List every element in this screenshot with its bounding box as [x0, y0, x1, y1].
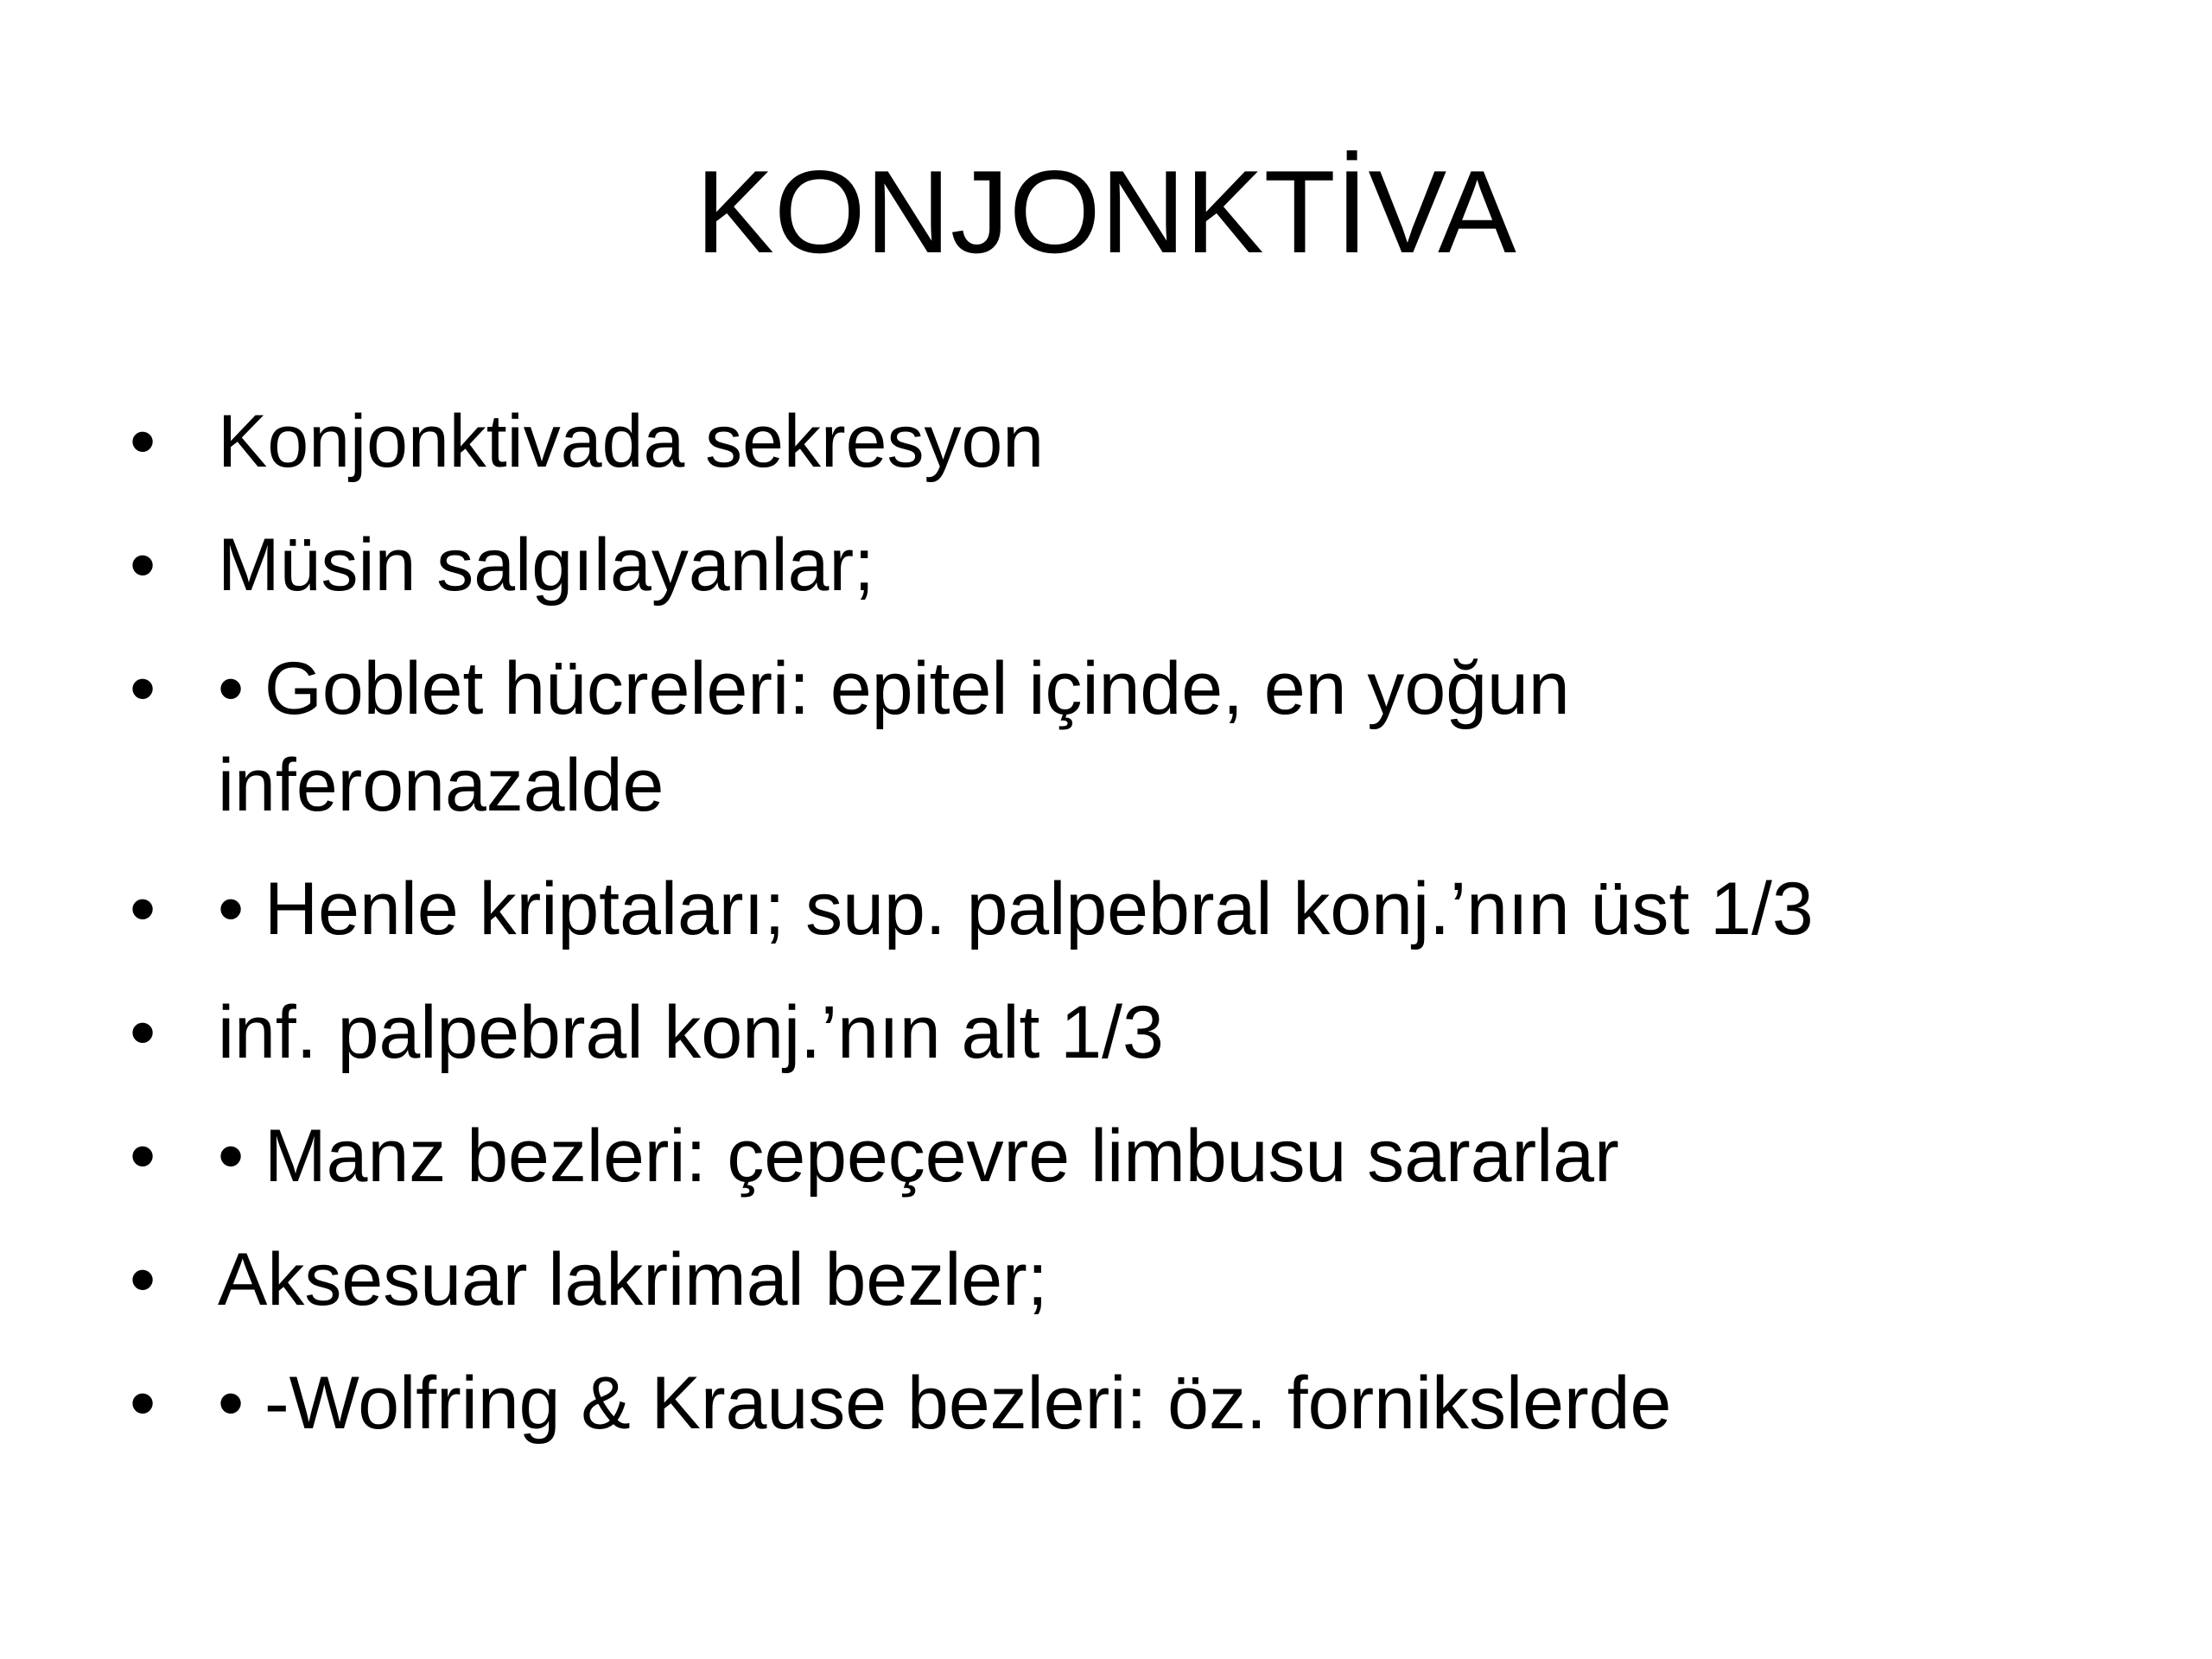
bullet-text: • -Wolfring & Krause bezleri: öz. fornikslerde — [218, 1362, 1672, 1445]
bullet-icon: • — [130, 400, 156, 483]
bullet-text: Aksesuar lakrimal bezler; — [218, 1238, 1048, 1321]
bullet-text: • Goblet hücreleri: epitel içinde, en yoğun inferonazalde — [218, 647, 1570, 827]
bullet-icon: • — [130, 991, 156, 1074]
bullet-text: • Henle kriptaları; sup. palpebral konj.’nın üst 1/3 — [218, 868, 1814, 950]
bullet-text: Müsin salgılayanlar; — [218, 524, 875, 607]
bullet-item-3 — [130, 640, 2117, 834]
bullet-item-6 — [130, 1108, 2117, 1205]
bullet-icon: • — [130, 1238, 156, 1321]
bullet-icon: • — [130, 1362, 156, 1445]
bullet-text: inf. palpebral konj.’nın alt 1/3 — [218, 991, 1164, 1074]
slide-title: KONJONKTİVA — [696, 146, 1516, 277]
bullet-text: • Manz bezleri: çepeçevre limbusu sararlar — [218, 1115, 1619, 1198]
bullet-icon: • — [130, 524, 156, 607]
bullet-item-2 — [130, 517, 2117, 613]
bullet-item-8 — [130, 1355, 2117, 1452]
bullet-text: Konjonktivada sekresyon — [218, 400, 1045, 483]
bullet-item-7 — [130, 1231, 2117, 1328]
bullet-item-5 — [130, 984, 2117, 1081]
bullet-icon: • — [130, 868, 156, 950]
bullet-item-4 — [130, 861, 2117, 957]
bullet-item-1 — [130, 393, 2117, 490]
bullet-icon: • — [130, 1115, 156, 1198]
bullet-icon: • — [130, 647, 156, 730]
bullet-list — [130, 393, 2117, 1478]
